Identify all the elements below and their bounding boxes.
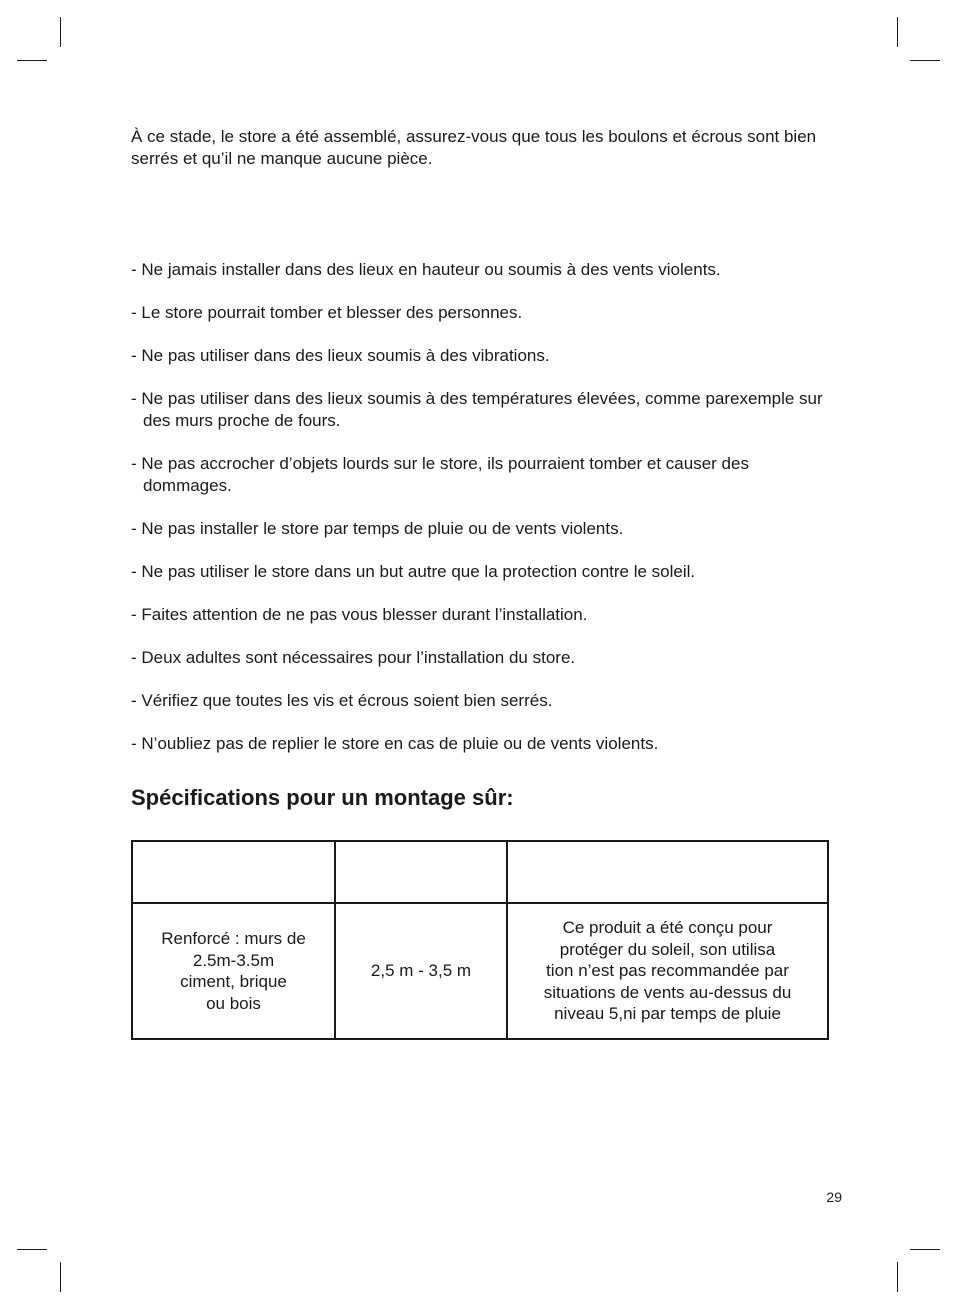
spec-wall-line: 2.5m-3.5m (192, 950, 275, 970)
spec-note-line: niveau 5,ni par temps de pluie (554, 1004, 781, 1024)
spec-note-line: tion n’est pas recommandée par (546, 961, 789, 981)
spec-note-line: Ce produit a été conçu pour (562, 918, 773, 938)
spec-wall-line: ciment, brique (180, 972, 287, 991)
safety-note: - Ne pas utiliser dans des lieux soumis à des températures élevées, comme parexemple sur des murs proche de fours. (131, 389, 823, 430)
safety-note: - Ne jamais installer dans des lieux en hauteur ou soumis à des vents violents. (131, 260, 721, 279)
crop-mark-bottom-right-vertical (897, 1262, 898, 1292)
spec-note-line: protéger du soleil, son utilisa (559, 939, 776, 959)
spec-table-header-row (132, 841, 828, 903)
spec-heading: Spécifications pour un montage sûr: (131, 785, 514, 810)
safety-note: - Deux adultes sont nécessaires pour l’installation du store. (131, 648, 576, 667)
intro-paragraph: À ce stade, le store a été assemblé, assurez-vous que tous les boulons et écrous sont bien serrés et qu’il ne manque aucune pièce. (131, 127, 817, 168)
safety-note: - Le store pourrait tomber et blesser des personnes. (131, 303, 523, 322)
safety-notes-list (131, 259, 841, 776)
spec-note-line: situations de vents au-dessus du (543, 982, 792, 1002)
safety-note: - Ne pas accrocher d’objets lourds sur le store, ils pourraient tomber et causer des dommages. (131, 454, 749, 495)
safety-note: - Vérifiez que toutes les vis et écrous soient bien serrés. (131, 691, 553, 710)
spec-header-cell-height (335, 841, 507, 903)
spec-header-cell-note (507, 841, 828, 903)
spec-cell-height: 2,5 m - 3,5 m (335, 903, 507, 1039)
spec-cell-wall-type (132, 903, 335, 1039)
crop-mark-top-right-vertical (897, 17, 898, 47)
spec-table-row (132, 903, 828, 1039)
crop-mark-bottom-left-vertical (60, 1262, 61, 1292)
safety-note: - Ne pas installer le store par temps de pluie ou de vents violents. (131, 519, 624, 538)
spec-cell-note (507, 903, 828, 1039)
page-number: 29 (826, 1189, 842, 1205)
crop-mark-top-right-horizontal (910, 60, 940, 61)
crop-mark-bottom-left-horizontal (17, 1249, 47, 1250)
crop-mark-top-left-horizontal (17, 60, 47, 61)
spec-header-cell-wall (132, 841, 335, 903)
spec-wall-line: ou bois (206, 993, 261, 1013)
crop-mark-top-left-vertical (60, 17, 61, 47)
safety-note: - Ne pas utiliser dans des lieux soumis à des vibrations. (131, 346, 550, 365)
safety-note: - N’oubliez pas de replier le store en cas de pluie ou de vents violents. (131, 734, 659, 753)
safety-note: - Faites attention de ne pas vous blesser durant l’installation. (131, 605, 588, 624)
safety-note: - Ne pas utiliser le store dans un but autre que la protection contre le soleil. (131, 562, 696, 581)
crop-mark-bottom-right-horizontal (910, 1249, 940, 1250)
spec-table (131, 840, 829, 1040)
spec-wall-line: Renforcé : murs de (161, 929, 306, 948)
